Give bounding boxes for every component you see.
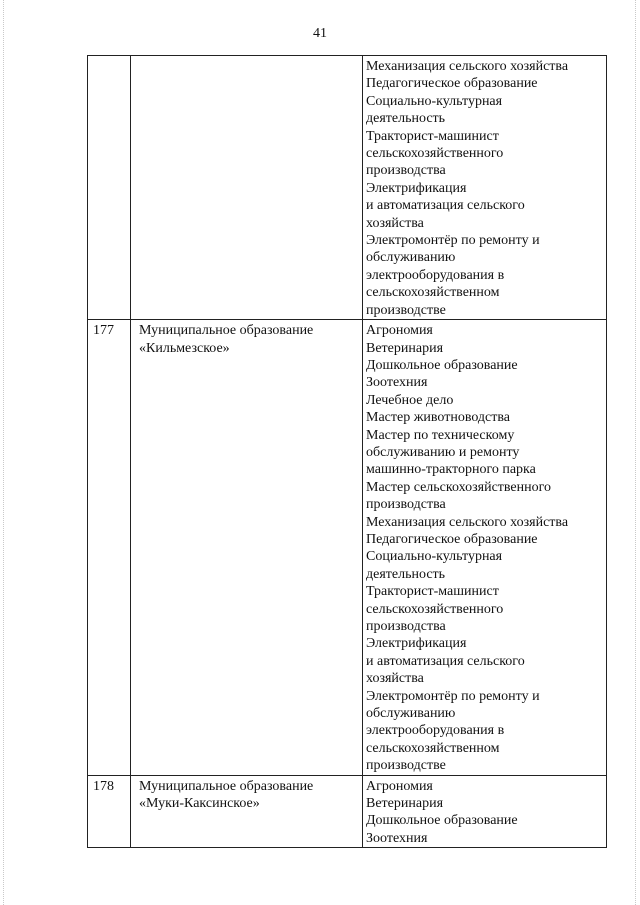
program-line: Механизация сельского хозяйства bbox=[366, 514, 569, 530]
program-line: электрооборудования в bbox=[366, 267, 505, 283]
program-line: машинно-тракторного парка bbox=[366, 462, 536, 478]
program-line: Мастер животноводства bbox=[366, 410, 511, 426]
program-line: производстве bbox=[366, 758, 446, 774]
program-line: деятельность bbox=[366, 111, 446, 127]
program-line: обслуживанию bbox=[366, 706, 456, 722]
program-line: Лечебное дело bbox=[366, 392, 454, 408]
row-number: 177 bbox=[93, 323, 114, 339]
program-line: Зоотехния bbox=[366, 375, 428, 391]
row-number-cell bbox=[88, 56, 131, 320]
programs-cell bbox=[363, 775, 607, 848]
program-line: обслуживанию и ремонту bbox=[366, 444, 520, 460]
program-line: Электрификация bbox=[366, 636, 467, 652]
program-line: производства bbox=[366, 619, 446, 634]
program-line: Электрификация bbox=[366, 180, 467, 196]
municipality-name-cell bbox=[131, 775, 363, 848]
program-line: Мастер по техническому bbox=[366, 427, 515, 443]
program-line: Тракторист-машинист bbox=[366, 128, 499, 144]
program-line: сельскохозяйственном bbox=[366, 740, 500, 756]
program-line: Электромонтёр по ремонту и bbox=[366, 688, 540, 704]
program-line: Электромонтёр по ремонту и bbox=[366, 233, 540, 249]
table-row bbox=[88, 320, 607, 776]
municipality-name-line: Муниципальное образование bbox=[139, 778, 314, 794]
municipality-name-line: «Муки-Каксинское» bbox=[139, 796, 260, 812]
program-line: Агрономия bbox=[366, 778, 433, 794]
programs-cell bbox=[363, 56, 607, 320]
row-number: 178 bbox=[93, 778, 114, 794]
program-line: производстве bbox=[366, 302, 446, 318]
municipality-name-line: Муниципальное образование bbox=[139, 323, 314, 339]
municipality-name-cell bbox=[131, 320, 363, 776]
program-line: обслуживанию bbox=[366, 250, 456, 266]
program-line: Мастер сельскохозяйственного bbox=[366, 479, 552, 495]
program-line: Агрономия bbox=[366, 323, 433, 339]
table-row bbox=[88, 56, 607, 320]
program-line: Педагогическое образование bbox=[366, 531, 538, 547]
program-line: деятельность bbox=[366, 566, 446, 582]
programs-cell bbox=[363, 320, 607, 776]
page-number: 41 bbox=[313, 26, 327, 41]
municipality-name-cell bbox=[131, 56, 363, 320]
table-row bbox=[88, 775, 607, 848]
row-number-cell bbox=[88, 320, 131, 776]
program-line: Социально-культурная bbox=[366, 93, 503, 109]
table-body bbox=[88, 56, 607, 848]
program-line: Ветеринария bbox=[366, 796, 444, 812]
program-line: производства bbox=[366, 497, 446, 513]
program-line: хозяйства bbox=[366, 215, 424, 231]
program-line: хозяйства bbox=[366, 671, 424, 687]
program-line: производства bbox=[366, 163, 446, 179]
program-line: Тракторист-машинист bbox=[366, 584, 499, 600]
program-line: Зоотехния bbox=[366, 830, 428, 846]
program-line: Социально-культурная bbox=[366, 549, 503, 565]
municipality-programs-table bbox=[87, 55, 607, 848]
row-number-cell bbox=[88, 775, 131, 848]
program-line: сельскохозяйственном bbox=[366, 285, 500, 301]
program-line: Педагогическое образование bbox=[366, 76, 538, 92]
scan-edge-right bbox=[635, 0, 637, 905]
program-line: Ветеринария bbox=[366, 340, 444, 356]
program-line: и автоматизация сельского bbox=[366, 198, 525, 214]
scan-edge-left bbox=[3, 0, 5, 905]
program-line: и автоматизация сельского bbox=[366, 653, 525, 669]
program-line: сельскохозяйственного bbox=[366, 146, 504, 162]
program-line: электрооборудования в bbox=[366, 723, 505, 739]
municipality-name-line: «Кильмезское» bbox=[139, 340, 230, 356]
program-line: сельскохозяйственного bbox=[366, 601, 504, 617]
program-line: Механизация сельского хозяйства bbox=[366, 59, 569, 74]
program-line: Дошкольное образование bbox=[366, 357, 518, 373]
program-line: Дошкольное образование bbox=[366, 813, 518, 829]
